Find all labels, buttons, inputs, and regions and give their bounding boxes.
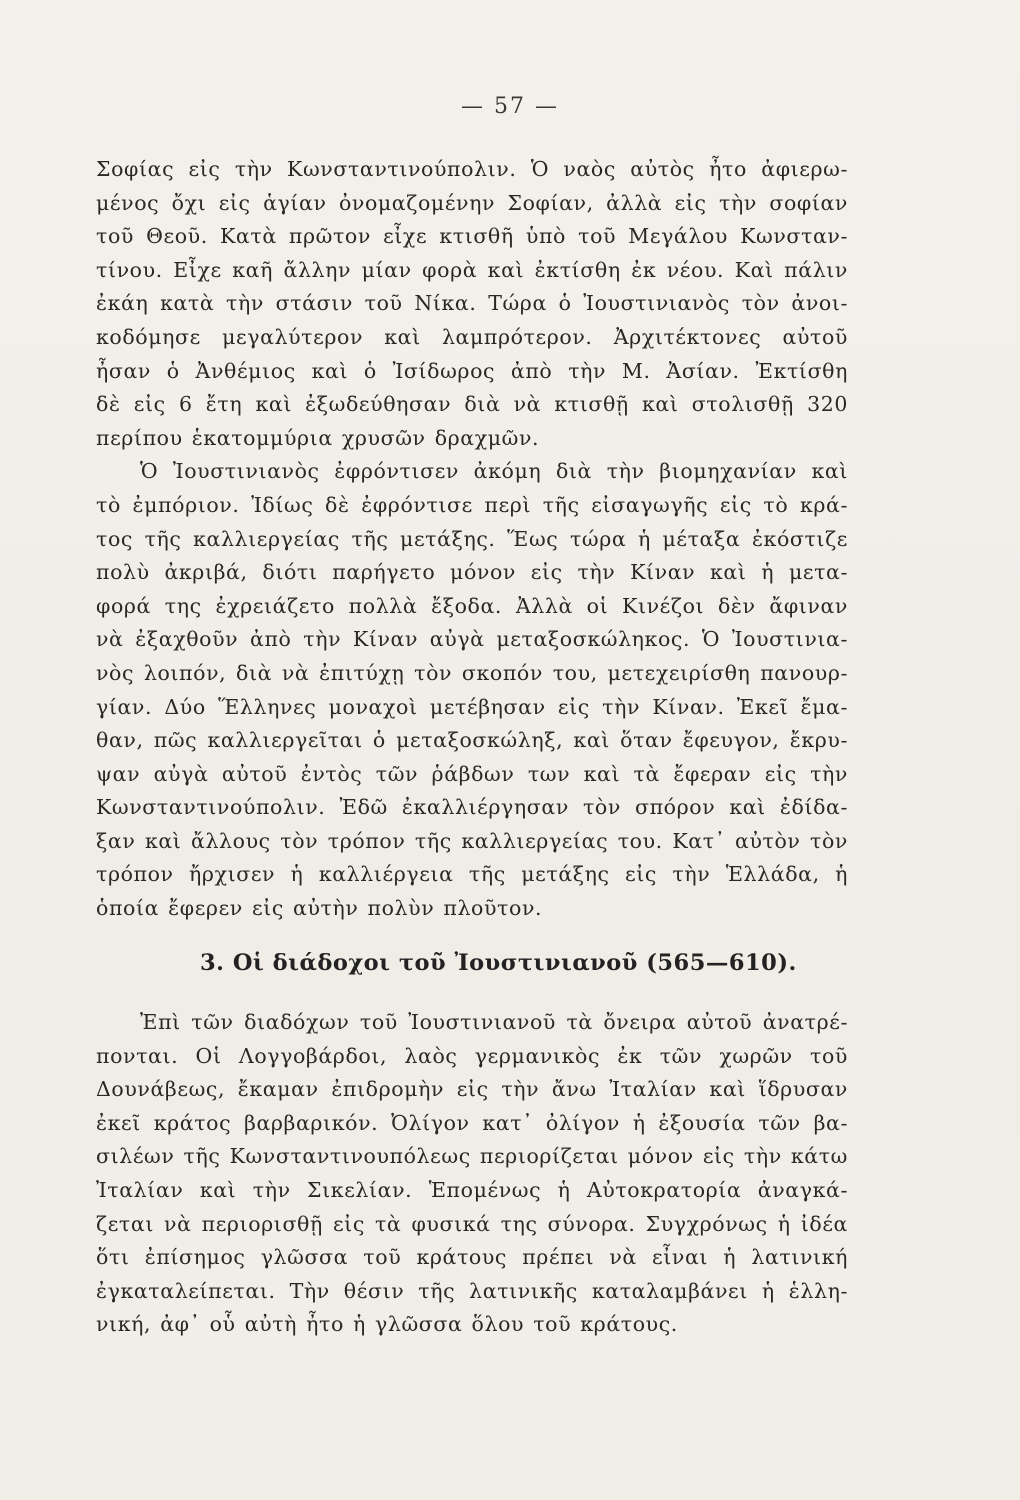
text-block-lower bbox=[96, 1006, 848, 1342]
text-line: ἦσαν ὁ Ἀνθέμιος καὶ ὁ Ἰσίδωρος ἀπὸ τὴν Μ. Ἀσίαν. Ἐκτίσθη bbox=[96, 358, 848, 383]
text-line: μένος ὄχι εἰς ἁγίαν ὀνομαζομένην Σοφίαν, ἀλλὰ εἰς τὴν σοφίαν bbox=[96, 190, 848, 215]
text-line: πολὺ ἀκριβά, διότι παρήγετο μόνον εἰς τὴν Κίναν καὶ ἡ μετα- bbox=[96, 560, 848, 585]
text-line: Ὁ Ἰουστινιανὸς ἐφρόντισεν ἀκόμη διὰ τὴν βιομηχανίαν καὶ bbox=[140, 459, 848, 484]
text-line: Ἐπὶ τῶν διαδόχων τοῦ Ἰουστινιανοῦ τὰ ὄνειρα αὐτοῦ ἀνατρέ- bbox=[140, 1010, 848, 1034]
text-block-upper bbox=[96, 153, 848, 926]
paragraph-sophia-church bbox=[96, 153, 848, 455]
text-line: δὲ εἰς 6 ἔτη καὶ ἐξωδεύθησαν διὰ νὰ κτισθῇ καὶ στολισθῇ 320 bbox=[96, 392, 848, 417]
text-line: Κωνσταντινούπολιν. Ἐδῶ ἐκαλλιέργησαν τὸν σπόρον καὶ ἐδίδα- bbox=[96, 795, 848, 820]
text-line: τοῦ Θεοῦ. Κατὰ πρῶτον εἶχε κτισθῆ ὑπὸ τοῦ Μεγάλου Κωνσταν- bbox=[96, 224, 848, 249]
paragraph-silk-industry bbox=[96, 455, 848, 925]
text-line: τὸ ἐμπόριον. Ἰδίως δὲ ἐφρόντισε περὶ τῆς εἰσαγωγῆς εἰς τὸ κρά- bbox=[96, 492, 848, 517]
text-line: ψαν αὐγὰ αὐτοῦ ἐντὸς τῶν ῥάβδων των καὶ τὰ ἔφεραν εἰς τὴν bbox=[96, 761, 848, 786]
text-line: τος τῆς καλλιεργείας τῆς μετάξης. Ἕως τώρα ἡ μέταξα ἐκόστιζε bbox=[96, 526, 848, 551]
text-line: Ἰταλίαν καὶ τὴν Σικελίαν. Ἑπομένως ἡ Αὐτοκρατορία ἀναγκά- bbox=[96, 1177, 848, 1202]
text-line: νὸς λοιπόν, διὰ νὰ ἐπιτύχῃ τὸν σκοπόν του, μετεχειρίσθη πανουρ- bbox=[96, 660, 848, 685]
text-line: νική, ἀφ᾽ οὗ αὐτὴ ἦτο ἡ γλῶσσα ὅλου τοῦ κράτους. bbox=[96, 1312, 678, 1337]
text-line: τρόπον ἤρχισεν ἡ καλλιέργεια τῆς μετάξης εἰς τὴν Ἑλλάδα, ἡ bbox=[96, 862, 848, 887]
text-line: φορά της ἐχρειάζετο πολλὰ ἔξοδα. Ἀλλὰ οἱ Κινέζοι δὲν ἄφιναν bbox=[96, 593, 848, 618]
text-line: σιλέων τῆς Κωνσταντινουπόλεως περιορίζεται μόνον εἰς τὴν κάτω bbox=[96, 1144, 848, 1169]
text-line: ὁποία ἔφερεν εἰς αὐτὴν πολὺν πλοῦτον. bbox=[96, 896, 543, 921]
text-line: Σοφίας εἰς τὴν Κωνσταντινούπολιν. Ὁ ναὸς αὐτὸς ἦτο ἀφιερω- bbox=[96, 157, 848, 181]
text-line: τίνου. Εἶχε καῆ ἄλλην μίαν φορὰ καὶ ἐκτίσθη ἐκ νέου. Καὶ πάλιν bbox=[96, 257, 848, 282]
text-line: Δουνάβεως, ἔκαμαν ἐπιδρομὴν εἰς τὴν ἄνω Ἰταλίαν καὶ ἵδρυσαν bbox=[96, 1077, 848, 1102]
section-heading: 3. Οἱ διάδοχοι τοῦ Ἰουστινιανοῦ (565—610). bbox=[200, 950, 797, 976]
text-line: ξαν καὶ ἄλλους τὸν τρόπον τῆς καλλιεργείας του. Κατ᾽ αὐτὸν τὸν bbox=[96, 828, 848, 853]
text-line: νὰ ἐξαχθοῦν ἀπὸ τὴν Κίναν αὐγὰ μεταξοσκώληκος. Ὁ Ἰουστινια- bbox=[96, 627, 848, 652]
text-line: θαν, πῶς καλλιεργεῖται ὁ μεταξοσκώληξ, καὶ ὅταν ἔφευγον, ἔκρυ- bbox=[96, 728, 848, 753]
page-number: — 57 — bbox=[461, 94, 559, 119]
text-line: κοδόμησε μεγαλύτερον καὶ λαμπρότερον. Ἀρχιτέκτονες αὐτοῦ bbox=[96, 324, 848, 349]
paragraph-successors bbox=[96, 1006, 848, 1342]
text-line: ἐκεῖ κράτος βαρβαρικόν. Ὀλίγον κατ᾽ ὀλίγον ἡ ἐξουσία τῶν βα- bbox=[96, 1110, 848, 1135]
text-line: πονται. Οἱ Λογγοβάρδοι, λαὸς γερμανικὸς ἐκ τῶν χωρῶν τοῦ bbox=[96, 1043, 848, 1068]
text-line: ἐγκαταλείπεται. Τὴν θέσιν τῆς λατινικῆς καταλαμβάνει ἡ ἑλλη- bbox=[96, 1278, 848, 1303]
text-line: γίαν. Δύο Ἕλληνες μοναχοὶ μετέβησαν εἰς τὴν Κίναν. Ἐκεῖ ἔμα- bbox=[96, 694, 848, 719]
text-line: ζεται νὰ περιορισθῇ εἰς τὰ φυσικά της σύνορα. Συγχρόνως ἡ ἰδέα bbox=[96, 1211, 848, 1236]
text-line: περίπου ἑκατομμύρια χρυσῶν δραχμῶν. bbox=[96, 425, 540, 450]
text-line: ἐκάη κατὰ τὴν στάσιν τοῦ Νίκα. Τώρα ὁ Ἰουστινιανὸς τὸν ἀνοι- bbox=[96, 291, 848, 316]
text-line: ὅτι ἐπίσημος γλῶσσα τοῦ κράτους πρέπει νὰ εἶναι ἡ λατινική bbox=[96, 1245, 848, 1270]
